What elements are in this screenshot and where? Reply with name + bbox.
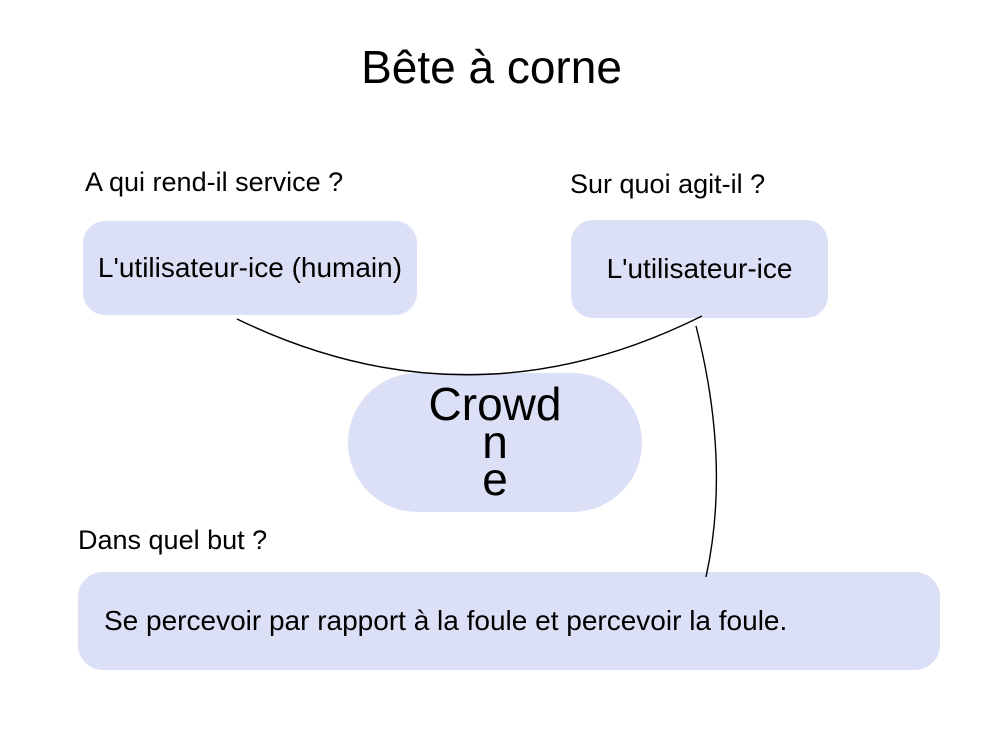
question-for-what-purpose: Dans quel but ? <box>78 525 268 555</box>
purpose-connector <box>696 326 716 577</box>
answer-box-user-label: L'utilisateur-ice <box>606 253 793 284</box>
horn-arc-connector <box>237 316 702 375</box>
center-product-line-2: n <box>482 415 508 468</box>
answer-box-user <box>571 220 828 318</box>
center-product-line-3: e <box>482 453 508 506</box>
answer-box-purpose <box>78 572 940 670</box>
answer-box-user-human-label: L'utilisateur-ice (humain) <box>97 252 403 283</box>
question-who-does-it-serve: A qui rend-il service ? <box>85 167 344 197</box>
question-what-does-it-act-on: Sur quoi agit-il ? <box>570 169 766 199</box>
center-product-bubble <box>348 373 642 512</box>
answer-box-user-human <box>83 221 417 315</box>
answer-box-purpose-label: Se percevoir par rapport à la foule et percevoir la foule. <box>104 605 788 636</box>
center-product-line-1: Crowd <box>428 377 562 430</box>
slide-title: Bête à corne <box>361 41 622 93</box>
